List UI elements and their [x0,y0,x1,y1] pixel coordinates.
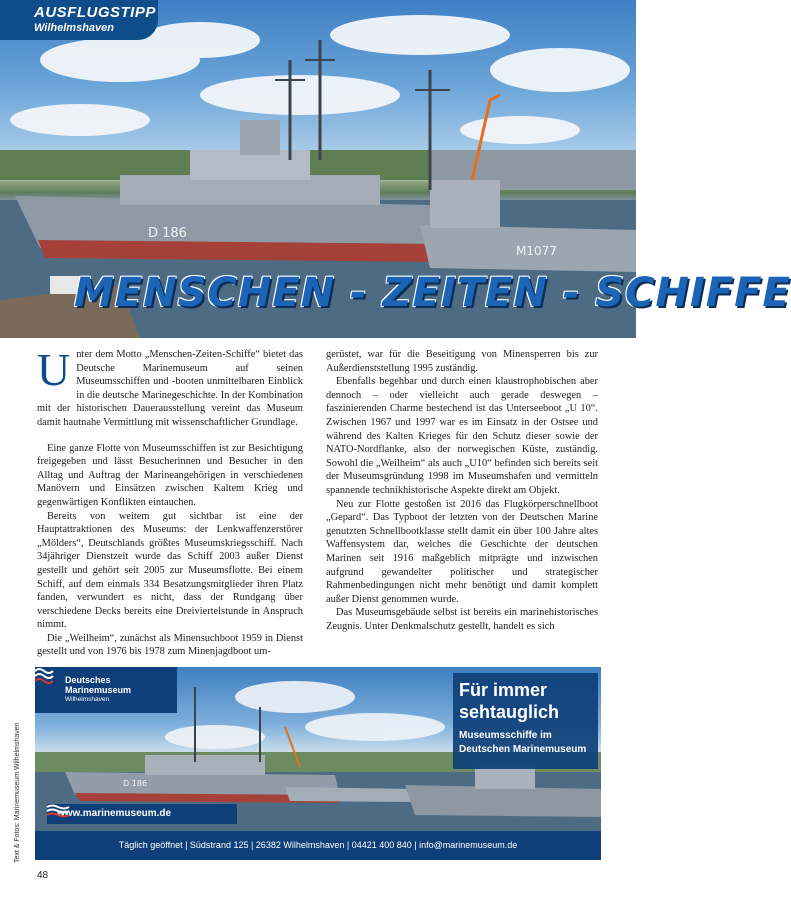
logo-city: Wilhelmshaven [65,696,110,703]
article-paragraph: Ebenfalls begehbar und durch einen klaustrophobischen aber dennoch – oder vielleicht auch gerade deswegen – faszinierenden Charme bestechend ist das Unterseeboot „U 10“. Zwischen 1967 und 1997 war es im Einsatz in der Ostsee und während des Kalten Krieges für den Schutz dieser sowie der NATO-Nordflanke, also der norwegischen Küste, zuständig. Sowohl die „Weilheim“ als auch „U10“ befinden sich bereits seit der Museumsgründung 1998 im Museumshafen und vermitteln spannende technikhistorische Aspekte direkt am Objekt. [326,376,598,496]
article-paragraph: Neu zur Flotte gestoßen ist 2016 das Flugkörperschnellboot „Gepard“. Das Typboot der letzten von der Deutschen Marine genutzten Schnellbootklasse stellt damit ein über 100 Jahre altes Waffensystem dar, welches die Geschichte der deutschen Marinen seit 1916 maßgeblich mitprägte und inzwischen aufgrund gewandelter politischer und strategischer Rahmenbedingungen nicht mehr benötigt und damit komplett außer Dienst genommen wurde. [326,498,598,605]
ad-subtitle-line-2: Deutschen Marinemuseum [459,744,587,755]
article-paragraph: Eine ganze Flotte von Museumsschiffen ist zur Besichtigung freigegeben und lässt Besucherinnen und Besucher in den Alltag und Auftrag der Marineangehörigen in verschiedenen Manövern und Einsätzen zwischen Kaltem Krieg und gegenwärtigen Konflikten eintauchen. [37,442,303,508]
ad-subtitle-line-1: Museumsschiffe im [459,730,552,741]
ad-subtitle [459,729,592,757]
article-column-left [37,344,303,659]
hull-number-m1077: M1077 [516,244,557,258]
museum-logo [35,667,177,713]
logo-name-2: Marinemuseum [65,685,132,695]
logo-name-1: Deutsches [65,675,111,685]
article-paragraph: Die „Weilheim“, zunächst als Minensuchboot 1959 in Dienst gestellt und von 1976 bis 1978 zum Minenjagdboot um- [37,632,303,658]
wave-logo-icon [35,667,53,683]
article-paragraph: Bereits von weitem gut sichtbar ist eine der Hauptattraktionen des Museums: der Lenkwaffenzerstörer „Mölders“, Deutschlands größtes Museumskriegsschiff. Nach 34jähriger Dienstzeit wurde das Schiff 2003 außer Dienst gestellt und gehört seit 2005 zur Museumsflotte. Bei einem Schiff, auf dem einmals 334 Besatzungsmitglieder ihren Platz fanden, verwundert es nicht, dass der Rundgang über verschiedene Decks bereits eine Dreiviertelstunde in Anspruch nimmt. [37,510,303,631]
hull-number-d186: D 186 [148,226,187,241]
dropcap: U [37,344,71,395]
photo-credit: Text & Fotos: Marinemuseum Wilhelmshaven [14,722,21,863]
article-column-right [326,348,598,633]
headline: MENSCHEN - ZEITEN - SCHIFFE [74,270,791,316]
ad-slogan-line-1: Für immer [459,680,548,700]
section-tag-location: Wilhelmshaven [34,22,114,34]
ad-contact-footer: Täglich geöffnet | Südstrand 125 | 26382 Wilhelmshaven | 04421 400 840 | info@marinemuseum.de [35,831,601,860]
article-paragraph: Unter dem Motto „Menschen-Zeiten-Schiffe“ bietet das Deutsche Marinemuseum auf seinen Museumsschiffen und -booten unmittelbaren Einblick in die deutsche Marinegeschichte. In der Kombination mit der historischen Dauerausstellung vereint das Museum damit hautnahe Vermittlung mit wissenschaftlicher Grundlage. [37,344,303,428]
section-tag-title: AUSFLUGSTIPP [34,4,156,21]
hero-photo [0,0,791,338]
museum-advertisement[interactable] [35,667,601,860]
ad-slogan-line-2: sehtauglich [459,702,560,722]
ad-slogan-box [453,673,598,769]
page-number: 48 [37,870,49,881]
museum-url-text[interactable]: www.marinemuseum.de [57,808,172,819]
article-paragraph: Das Museumsgebäude selbst ist bereits ein marinehistorisches Zeugnis. Unter Denkmalschutz gestellt, handelt es sich [326,607,598,632]
wave-logo-icon [47,804,69,818]
ad-hull-number: D 186 [123,779,147,788]
section-tag [0,0,158,40]
article-paragraph: gerüstet, war für die Beseitigung von Minensperren bis zur Außerdienststellung 1995 zuständig. [326,349,598,374]
museum-url-link[interactable] [47,804,237,824]
